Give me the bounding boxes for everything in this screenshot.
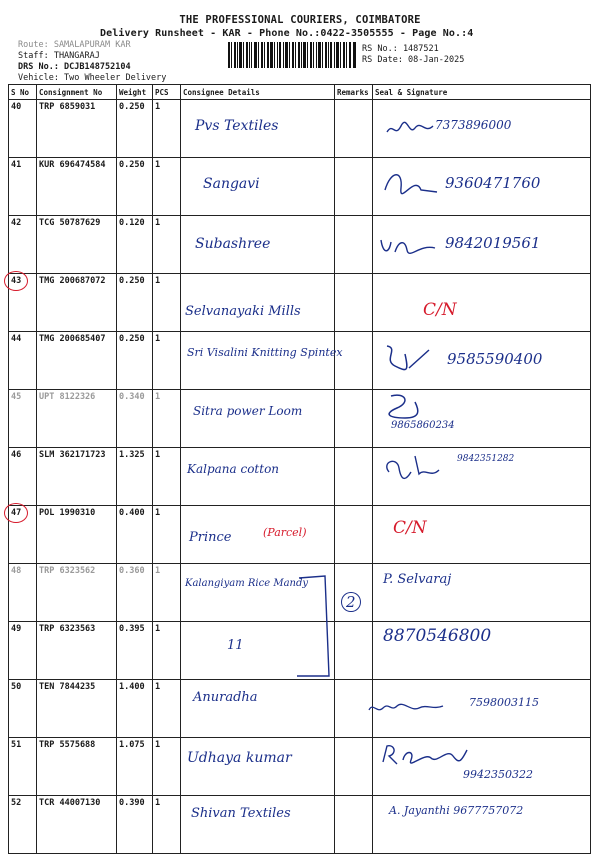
red-circle-mark [4,271,28,291]
cell-consignment: TEN 7844235 [37,680,117,738]
cell-sno: 44 [9,332,37,390]
cell-signature [373,332,591,390]
cell-sno: 50 [9,680,37,738]
table-row [9,622,591,680]
cell-consignment: TMG 200687072 [37,274,117,332]
cell-pcs: 1 [153,680,181,738]
cell-weight: 1.075 [117,738,153,796]
signature-scribble [385,118,435,140]
cell-remarks [335,506,373,564]
cell-signature [373,738,591,796]
cell-consignee [181,332,343,390]
cell-weight: 0.250 [117,274,153,332]
cell-weight: 0.390 [117,796,153,854]
cell-sno: 49 [9,622,37,680]
cell-signature [373,448,591,506]
handwritten-consignee: Kalpana cotton [187,462,280,476]
cell-signature [373,506,591,564]
cell-signature [373,216,591,274]
runsheet-subtitle: Delivery Runsheet - KAR - Phone No.:0422-3505555 - Page No.:4 [100,28,474,39]
cell-consignee [181,100,335,158]
cell-sno: 41 [9,158,37,216]
cell-sno: 45 [9,390,37,448]
cell-consignment: TRP 6859031 [37,100,117,158]
signature-scribble [381,742,469,768]
cell-remarks [335,390,373,448]
cell-consignment: TMG 200685407 [37,332,117,390]
cell-consignment: SLM 362171723 [37,448,117,506]
handwritten-consignee: Selvanayaki Mills [185,304,301,319]
signature-scribble [379,452,449,486]
signature-scribble [385,392,425,422]
table-row [9,448,591,506]
signature-scribble [381,168,441,200]
handwritten-phone: 7373896000 [435,118,512,132]
handwritten-consignee: Kalangiyam Rice Mandy [185,578,309,589]
table-row [9,274,591,332]
handwritten-phone: 9360471760 [445,174,541,192]
rs-date: RS Date: 08-Jan-2025 [362,55,465,65]
cell-remarks [335,216,373,274]
table-row [9,738,591,796]
rs-number: RS No.: 1487521 [362,44,439,54]
runsheet-table [8,84,591,854]
staff-label: Staff: THANGARAJ [18,51,100,61]
table-row [9,506,591,564]
handwritten-phone: 8870546800 [383,626,492,646]
handwritten-phone: 9842019561 [445,234,541,252]
table-row [9,216,591,274]
table-row [9,332,591,390]
cell-remarks [335,564,373,622]
cell-pcs: 1 [153,448,181,506]
group-count-badge: 2 [341,592,361,612]
table-row [9,158,591,216]
barcode [228,42,356,68]
cell-consignee [181,506,335,564]
handwritten-consignee: Pvs Textiles [195,118,279,134]
handwritten-consignee: Anuradha [193,690,258,705]
cell-signature [373,100,591,158]
cell-remarks [335,274,373,332]
cell-consignment: TCR 44007130 [37,796,117,854]
cell-weight: 0.400 [117,506,153,564]
cell-pcs: 1 [153,100,181,158]
cell-signature [373,796,591,854]
cell-signature [373,622,591,680]
cell-sno: 40 [9,100,37,158]
cell-remarks [335,796,373,854]
cell-remarks [335,738,373,796]
cell-consignee [181,216,335,274]
cell-remarks [335,158,373,216]
cell-pcs: 1 [153,158,181,216]
cell-consignment: POL 1990310 [37,506,117,564]
cell-sno [9,506,37,564]
cell-weight: 0.250 [117,100,153,158]
cell-signature [373,680,591,738]
cell-consignment: UPT 8122326 [37,390,117,448]
handwritten-consignee: Sri Visalini Knitting Spintex [187,346,343,359]
cell-consignee [181,158,335,216]
cell-consignee [181,448,335,506]
handwritten-consignee: 11 [227,638,244,653]
handwritten-consignee: Subashree [195,236,271,252]
cell-pcs: 1 [153,332,181,390]
route-label: Route: SAMALAPURAM KAR [18,40,131,50]
column-header: Weight [117,85,153,100]
cell-remarks [335,332,373,390]
row-number: 43 [11,276,22,286]
cell-consignee [181,738,335,796]
cell-remarks [335,100,373,158]
cell-weight: 1.325 [117,448,153,506]
cell-consignee [181,274,335,332]
cell-consignment: TRP 6323562 [37,564,117,622]
handwritten-phone: 9942350322 [463,768,533,781]
cell-remarks [335,448,373,506]
red-circle-mark [4,503,28,523]
cell-pcs: 1 [153,796,181,854]
cell-pcs: 1 [153,506,181,564]
handwritten-remark: C/N [393,518,427,538]
cell-weight: 0.250 [117,158,153,216]
handwritten-signature: A. Jayanthi 9677757072 [389,804,524,817]
cell-remarks [335,622,373,680]
column-header: Seal & Signature [373,85,591,100]
cell-weight: 0.360 [117,564,153,622]
handwritten-consignee: Sangavi [203,176,260,192]
cell-consignee [181,796,335,854]
cell-consignment: TRP 5575688 [37,738,117,796]
cell-sno: 51 [9,738,37,796]
cell-pcs: 1 [153,390,181,448]
table-row [9,680,591,738]
cell-sno [9,274,37,332]
vehicle-label: Vehicle: Two Wheeler Delivery [18,73,167,83]
column-header: Remarks [335,85,373,100]
handwritten-consignee: Udhaya kumar [187,750,292,766]
signature-scribble [379,342,439,376]
table-row [9,796,591,854]
cell-sno: 42 [9,216,37,274]
table-header-row [9,85,591,100]
handwritten-consignee: Shivan Textiles [191,806,291,821]
table-row [9,100,591,158]
cell-sno: 48 [9,564,37,622]
cell-weight: 0.395 [117,622,153,680]
cell-weight: 0.250 [117,332,153,390]
cell-sno: 46 [9,448,37,506]
column-header: Consignment No [37,85,117,100]
cell-pcs: 1 [153,738,181,796]
handwritten-consignee: Sitra power Loom [193,404,303,418]
cell-signature [373,390,591,448]
column-header: S No [9,85,37,100]
cell-consignee [181,680,335,738]
column-header: PCS [153,85,181,100]
handwritten-signature: P. Selvaraj [383,572,452,587]
drs-label: DRS No.: DCJB148752104 [18,62,131,72]
handwritten-phone: 9842351282 [457,454,515,464]
cell-consignee [181,390,335,448]
bracket-mark [295,572,335,682]
cell-consignment: TCG 50787629 [37,216,117,274]
cell-signature [373,564,591,622]
handwritten-phone: 7598003115 [469,696,539,709]
column-header: Consignee Details [181,85,335,100]
cell-signature [373,158,591,216]
table-row [9,390,591,448]
handwritten-note: (Parcel) [263,526,307,539]
handwritten-phone: 9865860234 [391,420,455,431]
cell-consignment: KUR 696474584 [37,158,117,216]
handwritten-consignee: Prince [189,530,232,545]
signature-scribble [367,698,447,718]
cell-weight: 1.400 [117,680,153,738]
company-name: THE PROFESSIONAL COURIERS, COIMBATORE [179,14,421,26]
cell-pcs: 1 [153,564,181,622]
cell-pcs: 1 [153,274,181,332]
cell-signature [373,274,591,332]
handwritten-phone: 9585590400 [447,350,543,368]
row-number: 47 [11,508,22,518]
cell-weight: 0.340 [117,390,153,448]
signature-scribble [379,236,439,258]
cell-sno: 52 [9,796,37,854]
cell-pcs: 1 [153,622,181,680]
cell-weight: 0.120 [117,216,153,274]
cell-consignment: TRP 6323563 [37,622,117,680]
cell-pcs: 1 [153,216,181,274]
handwritten-remark: C/N [423,300,457,320]
